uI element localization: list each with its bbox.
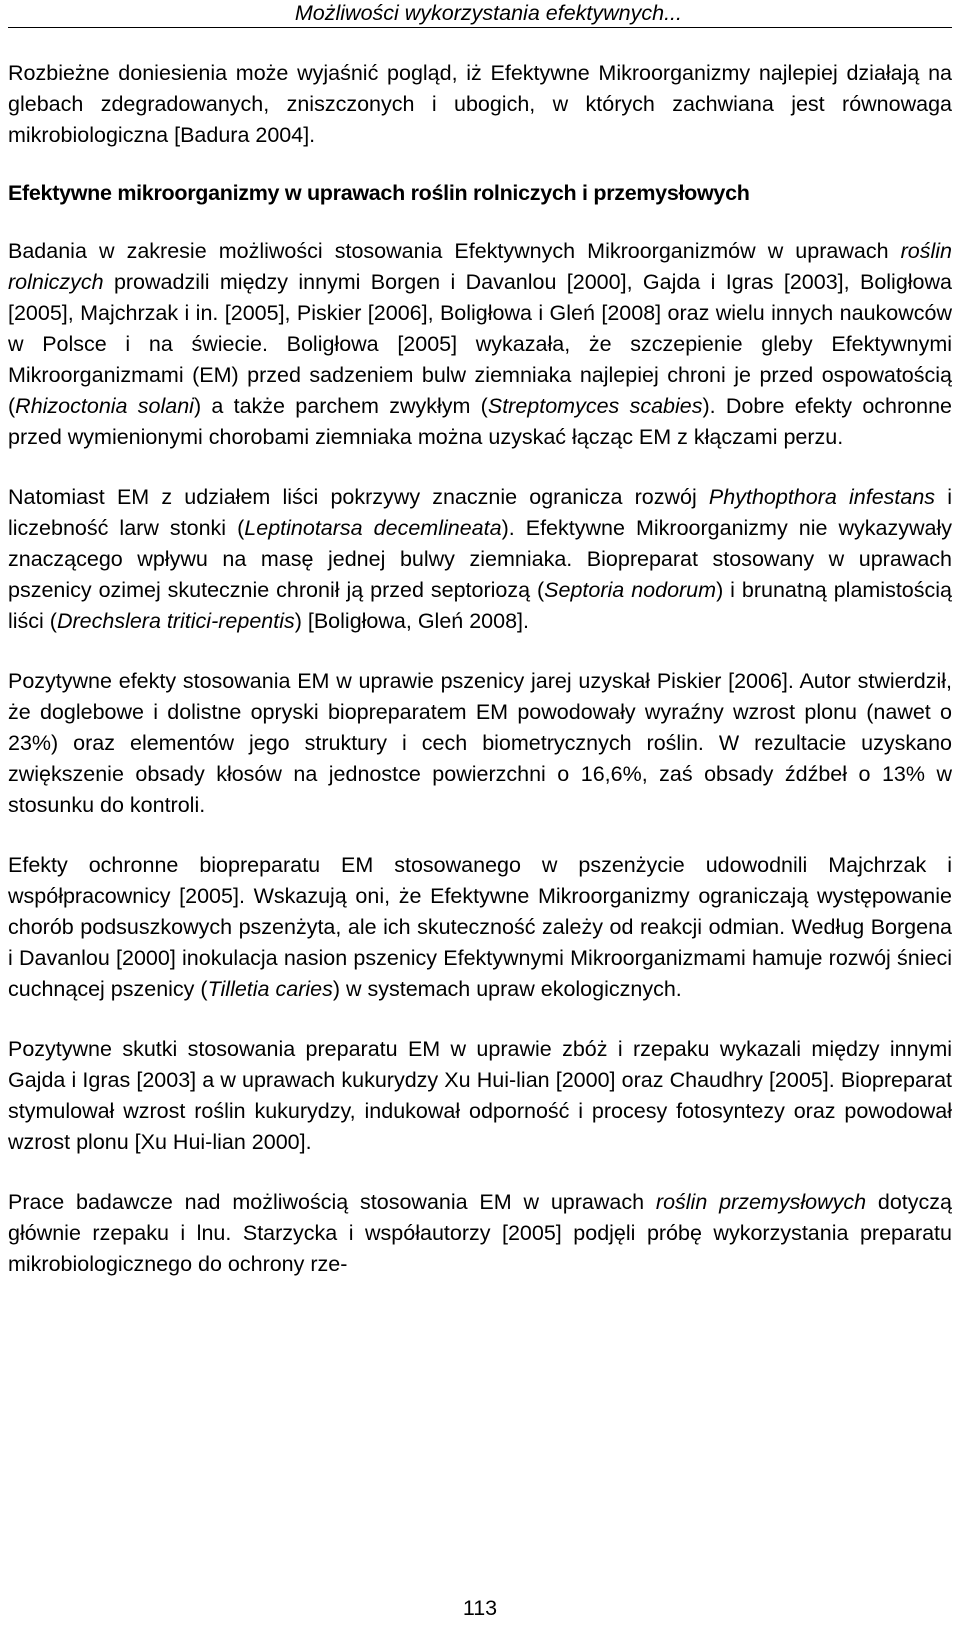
section-heading: Efektywne mikroorganizmy w uprawach roślin rolniczych i przemysłowych [8, 181, 750, 205]
text-run: ) w systemach upraw ekologicznych. [332, 977, 682, 1001]
text-run: prowadzili między innymi Borgen i Davanlou [2000], Gajda i Igras [2003], Boligłowa [2005], Majchrzak i in. [2005], Piskier [2006], Boligłowa i Gleń [2008] oraz wielu innych naukowców w Polsce i na świecie. Boligłowa [2005] wykazała, że szczepienie gleby Efektywnymi Mikroorganizmami (EM) przed sadzeniem bulw ziemniaka najlepiej chroni je przed ospowatością ( [8, 270, 952, 418]
paragraph-6 [8, 1187, 952, 1280]
paragraph-3: Pozytywne efekty stosowania EM w uprawie pszenicy jarej uzyskał Piskier [2006]. Autor stwierdził, że doglebowe i dolistne opryski biopreparatem EM powodowały wyraźny wzrost plonu (nawet o 23%) oraz elementów jego struktury i cech biometrycznych roślin. W rezultacie uzyskano zwiększenie obsady kłosów na jednostce powierzchni o 16,6%, zaś obsady źdźbeł o 13% w stosunku do kontroli. [8, 669, 952, 817]
italic-term: Tilletia caries [207, 977, 333, 1001]
text-run: ) i brunatną plamistością liści ( [8, 578, 952, 633]
page-content [8, 58, 952, 1280]
intro-paragraph: Rozbieżne doniesienia może wyjaśnić pogląd, iż Efektywne Mikroorganizmy najlepiej działają na glebach zdegradowanych, zniszczonych i ubogich, w których zachwiana jest równowaga mikrobiologiczna [Badura 2004]. [8, 61, 952, 147]
italic-term: Drechslera tritici-repentis [56, 609, 295, 633]
text-run: Prace badawcze nad możliwością stosowania EM w uprawach [8, 1190, 656, 1214]
paragraph-1 [8, 236, 952, 453]
text-run: Efekty ochronne biopreparatu EM stosowanego w pszenżycie udowodnili Majchrzak i współpracownicy [2005]. Wskazują oni, że Efektywne Mikroorganizmy ograniczają występowanie chorób podsuszkowych pszenżyta, ale ich skuteczność zależy od reakcji odmian. Według Borgena i Davanlou [2000] inokulacja nasion pszenicy Efektywnymi Mikroorganizmami hamuje rozwój śnieci cuchnącej pszenicy ( [8, 853, 952, 1001]
italic-term: Septoria nodorum [544, 578, 717, 602]
running-header [8, 0, 952, 28]
text-run: dotyczą głównie rzepaku i lnu. Starzycka i współautorzy [2005] podjęli próbę wykorzystania preparatu mikrobiologicznego do ochrony rze- [8, 1190, 952, 1276]
text-run: ) [Boligłowa, Gleń 2008]. [294, 609, 529, 633]
italic-term: Leptinotarsa decemlineata [244, 516, 502, 540]
text-run: Natomiast EM z udziałem liści pokrzywy znacznie ogranicza rozwój [8, 485, 709, 509]
paragraph-4 [8, 850, 952, 1005]
paragraph-2 [8, 482, 952, 637]
italic-term: Phythopthora infestans [708, 485, 936, 509]
italic-term: Rhizoctonia solani [15, 394, 194, 418]
italic-term: roślin przemysłowych [655, 1190, 867, 1214]
text-run: Badania w zakresie możliwości stosowania Efektywnych Mikroorganizmów w uprawach [8, 239, 901, 263]
text-run: ). Dobre efekty ochronne przed wymienionymi chorobami ziemniaka można uzyskać łącząc EM z kłączami perzu. [8, 394, 952, 449]
page-number: 113 [462, 1596, 498, 1620]
paragraph-5: Pozytywne skutki stosowania preparatu EM w uprawie zbóż i rzepaku wykazali między innymi Gajda i Igras [2003] a w uprawach kukurydzy Xu Hui-lian [2000] oraz Chaudhry [2005]. Biopreparat stymulował wzrost roślin kukurydzy, indukował odporność i procesy fotosyntezy oraz powodował wzrost plonu [Xu Hui-lian 2000]. [8, 1037, 952, 1154]
running-title: Możliwości wykorzystania efektywnych... [294, 1, 682, 25]
italic-term: roślin rolniczych [8, 239, 952, 294]
italic-term: Streptomyces scabies [487, 394, 703, 418]
text-run: ) a także parchem zwykłym ( [193, 394, 488, 418]
text-run: i liczebność larw stonki ( [8, 485, 952, 540]
text-run: ). Efektywne Mikroorganizmy nie wykazywały znaczącego wpływu na masę jednej bulwy ziemniaka. Biopreparat stosowany w uprawach pszenicy ozimej skutecznie chronił ją przed septoriozą ( [8, 516, 952, 602]
